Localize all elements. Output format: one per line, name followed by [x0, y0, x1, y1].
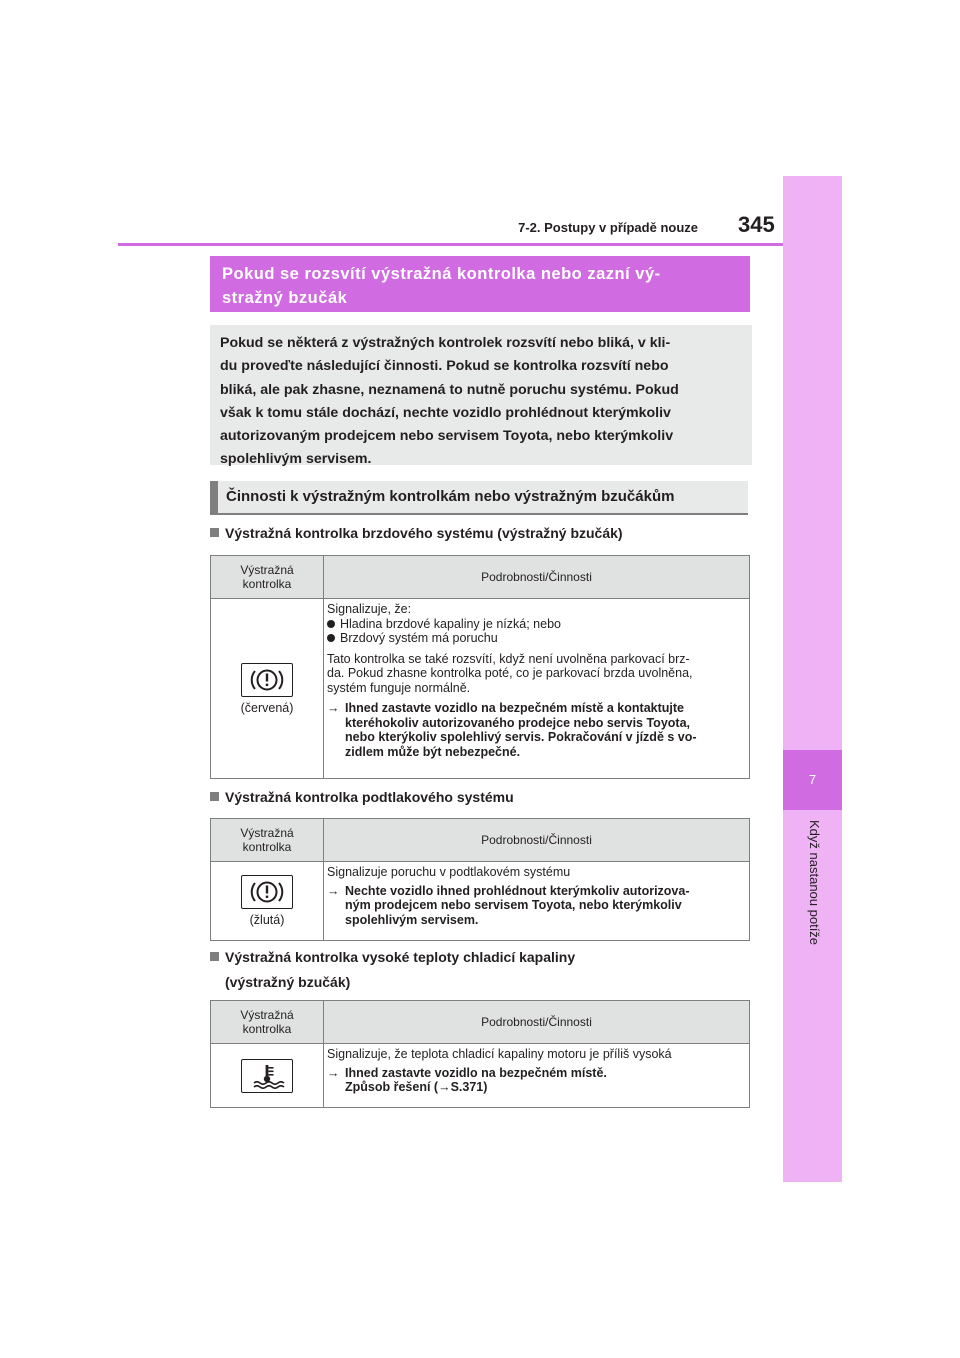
vacuum-subheading-text: Výstražná kontrolka podtlakového systému	[225, 789, 514, 805]
header-details: Podrobnosti/Činnosti	[324, 556, 750, 599]
table-header-row	[211, 819, 750, 862]
bullet-icon	[327, 620, 335, 628]
vacuum-warning-table	[210, 818, 750, 941]
arrow-icon: →	[327, 883, 340, 898]
header-warning-light-line: Výstražná	[240, 563, 294, 577]
icon-caption: (červená)	[240, 700, 294, 715]
coolant-details-cell	[324, 1044, 750, 1108]
chapter-sidebar	[783, 176, 842, 1182]
icon-caption: (žlutá)	[249, 913, 285, 927]
coolant-light-cell	[211, 1044, 324, 1108]
section-title-line: Pokud se rozsvítí výstražná kontrolka nebo zazní vý-	[222, 265, 661, 283]
section-title	[210, 256, 750, 312]
square-bullet-icon	[210, 528, 219, 537]
brake-warning-table	[210, 555, 750, 779]
table-row	[211, 1044, 750, 1108]
header-warning-light-line: kontrolka	[242, 577, 292, 591]
intro-line: Pokud se některá z výstražných kontrolek rozsvítí nebo bliká, v kli-	[220, 335, 671, 351]
coolant-signal: Signalizuje, že teplota chladicí kapaliny motoru je příliš vysoká	[327, 1047, 672, 1061]
brake-note: Tato kontrolka se také rozsvítí, když není uvolněna parkovací brz- da. Pokud zhasne kontrolka poté, co je parkovací brzda uvolněna, systém funguje normálně.	[327, 651, 693, 695]
chapter-number-tab: 7	[783, 750, 842, 810]
table-row	[211, 862, 750, 941]
bullet-icon	[327, 634, 335, 642]
section-title-line: stražný bzučák	[222, 289, 348, 307]
chapter-title: 7-2. Postupy v případě nouze	[518, 220, 698, 235]
coolant-warning-table	[210, 1000, 750, 1108]
table-header-row	[211, 1001, 750, 1044]
table-row	[211, 599, 750, 779]
page-reference-link[interactable]: Způsob řešení (→S.371)	[345, 1080, 488, 1094]
brake-action: → Ihned zastavte vozidlo na bezpečném místě a kontaktujte kteréhokoliv autorizovaného prodejce nebo servis Toyota, nebo kterýkoliv spolehlivý servis. Pokračování v jízdě s vo- zidlem může být nebezpečné.	[327, 701, 697, 759]
chapter-label: Když nastanou potíže	[807, 820, 822, 946]
header-details: Podrobnosti/Činnosti	[324, 1001, 750, 1044]
intro-line: však k tomu stále dochází, nechte vozidlo prohlédnout kterýmkoliv	[220, 404, 671, 421]
brake-light-cell	[211, 599, 324, 779]
vacuum-warning-icon	[241, 875, 293, 909]
header-warning-light	[211, 556, 324, 599]
table-header-row	[211, 556, 750, 599]
page-number: 345	[738, 212, 775, 237]
square-bullet-icon	[210, 952, 219, 961]
intro-text	[210, 325, 752, 468]
header-rule	[118, 243, 783, 246]
vacuum-details-cell	[324, 862, 750, 941]
signal-intro: Signalizuje, že:	[327, 602, 412, 616]
intro-line: du proveďte následující činnosti. Pokud se kontrolka rozsvítí nebo	[220, 358, 669, 375]
coolant-subheading: Výstražná kontrolka vysoké teploty chladicí kapaliny (výstražný bzučák)	[210, 945, 575, 995]
intro-line: spolehlivým servisem.	[220, 451, 372, 468]
header-details: Podrobnosti/Činnosti	[324, 819, 750, 862]
arrow-icon: →	[327, 701, 340, 715]
vacuum-subheading	[210, 785, 514, 810]
brake-details-cell	[324, 599, 750, 779]
brake-subheading-text: Výstražná kontrolka brzdového systému (výstražný bzučák)	[225, 525, 623, 541]
intro-line: autorizovaným prodejcem nebo servisem Toyota, nebo kterýmkoliv	[220, 428, 674, 445]
square-bullet-icon	[210, 792, 219, 801]
vacuum-light-cell	[211, 862, 324, 941]
list-item: Brzdový systém má poruchu	[327, 631, 743, 646]
intro-line: bliká, ale pak zhasne, neznamená to nutně poruchu systému. Pokud	[220, 381, 679, 398]
header-warning-light: Výstražná kontrolka	[211, 1001, 324, 1044]
arrow-icon: →	[327, 1065, 340, 1080]
vacuum-signal: Signalizuje poruchu v podtlakovém systému	[327, 865, 571, 879]
coolant-temperature-icon	[241, 1059, 293, 1093]
list-item: Hladina brzdové kapaliny je nízká; nebo	[327, 617, 743, 632]
brake-warning-icon	[241, 663, 293, 697]
coolant-action: → Ihned zastavte vozidlo na bezpečném místě. Způsob řešení (→S.371)	[327, 1065, 607, 1094]
brake-subheading	[210, 521, 623, 546]
header-warning-light: Výstražná kontrolka	[211, 819, 324, 862]
section-heading: Činnosti k výstražným kontrolkám nebo výstražným bzučákům	[210, 481, 748, 515]
vacuum-action: → Nechte vozidlo ihned prohlédnout kterýmkoliv autorizova- ným prodejcem nebo servisem Toyota, nebo kterýmkoliv spolehlivým servisem.	[327, 883, 690, 927]
